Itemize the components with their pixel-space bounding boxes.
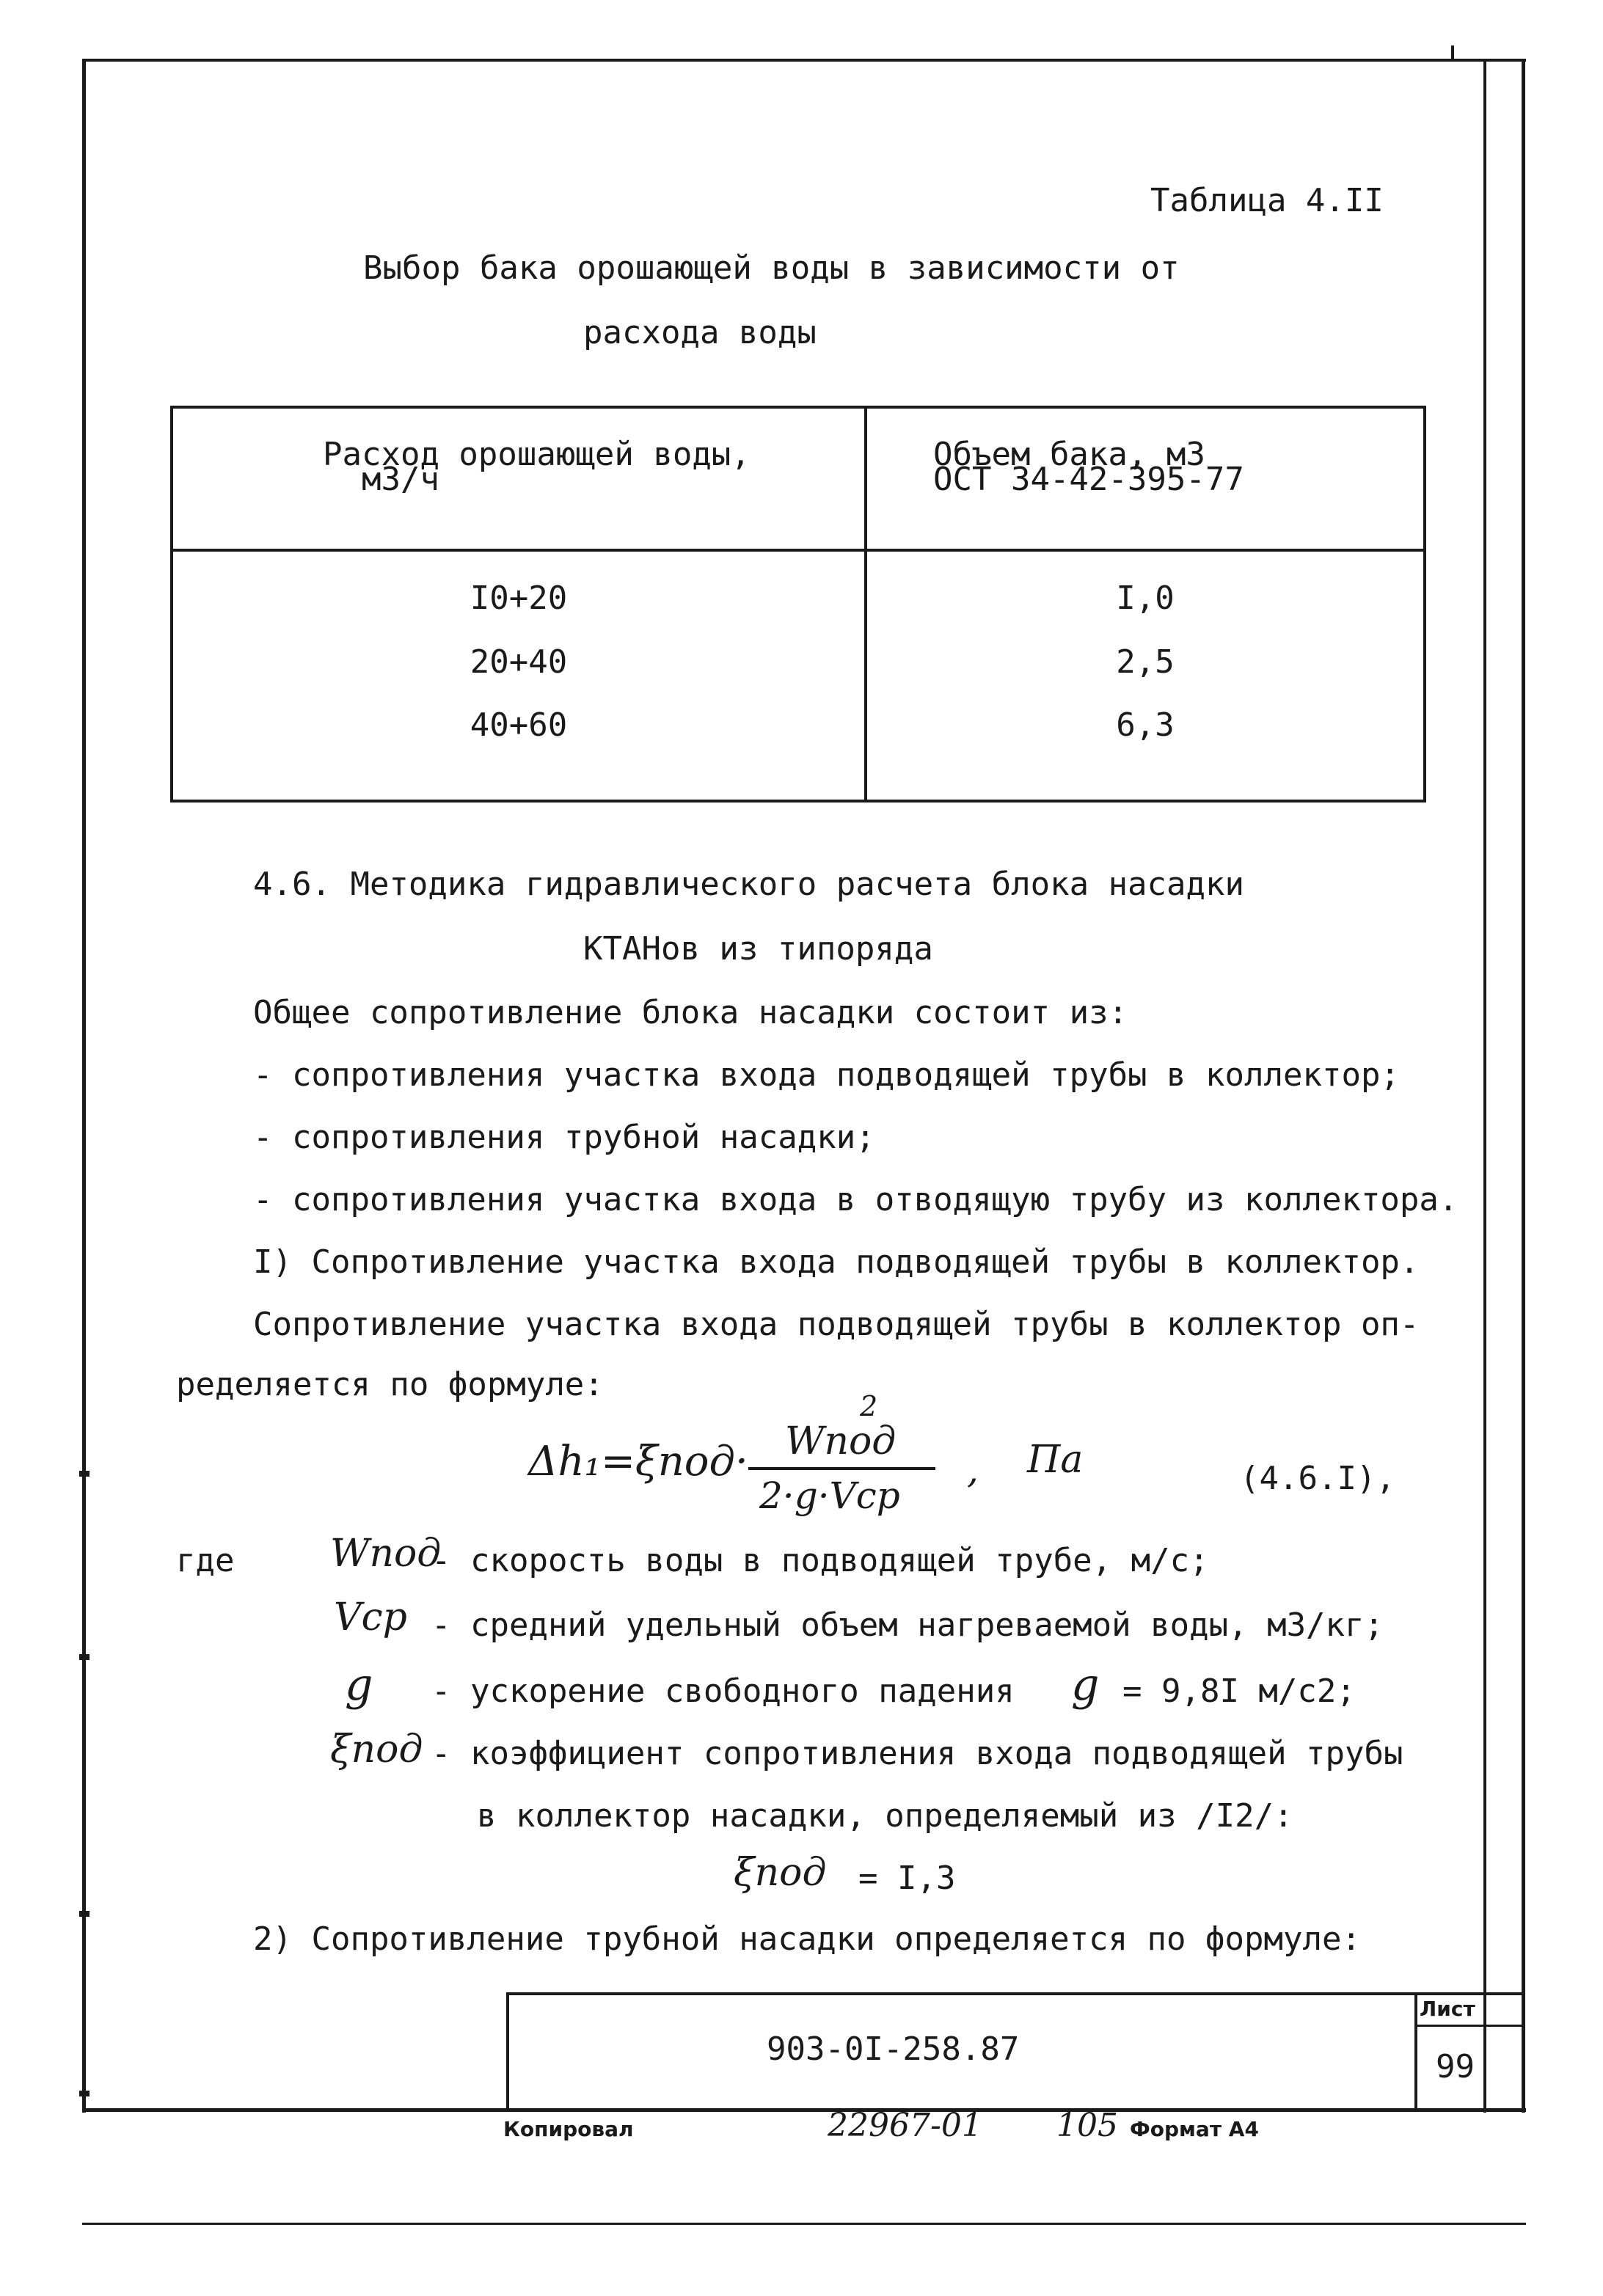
frame-right-border-inner <box>1483 59 1486 2113</box>
symbol-g-inline: g <box>1071 1659 1100 1711</box>
table-cell-flow: 20+40 <box>470 643 568 681</box>
table-cell-volume: 6,3 <box>1116 706 1175 744</box>
margin-tick <box>79 1911 90 1917</box>
xi-pod-value: = I,3 <box>858 1860 956 1897</box>
table-right-border <box>1423 406 1426 802</box>
copied-label: Копировал <box>503 2117 634 2141</box>
order-number: 22967-01 <box>828 2107 982 2144</box>
table-bottom-border <box>170 800 1426 802</box>
table-cell-volume: I,0 <box>1116 580 1175 617</box>
where-label: где <box>176 1542 235 1579</box>
formula-unit: Па <box>1027 1438 1084 1482</box>
table-title-line2: расхода воды <box>583 314 817 351</box>
table-number: Таблица 4.II <box>1150 182 1384 219</box>
frame-left-border <box>82 59 86 2113</box>
sheet-label-line <box>1414 2025 1525 2027</box>
formula-comma: , <box>967 1449 979 1491</box>
paragraph-line: Сопротивление участка входа подводящей трубы в коллектор оп- <box>253 1306 1420 1343</box>
sheet-label: Лист <box>1420 1997 1475 2021</box>
margin-tick <box>79 1471 90 1477</box>
formula-exponent: 2 <box>860 1390 878 1422</box>
g-value: = 9,8I м/с2; <box>1122 1672 1356 1710</box>
fraction-bar <box>748 1467 935 1470</box>
definition-text: - ускорение свободного падения <box>431 1672 1015 1710</box>
table-top-border <box>170 406 1426 409</box>
bottom-trim-line <box>82 2223 1526 2225</box>
margin-tick <box>79 2091 90 2096</box>
definition-text: - скорость воды в подводящей трубе, м/с; <box>431 1542 1209 1579</box>
subheading-2: 2) Сопротивление трубной насадки определяется по формуле: <box>253 1920 1361 1958</box>
symbol-xi-pod-value: ξпод <box>734 1851 827 1895</box>
list-item: - сопротивления трубной насадки; <box>253 1119 875 1156</box>
table-cell-volume: 2,5 <box>1116 643 1175 681</box>
symbol-v-sr: Vср <box>334 1595 407 1639</box>
frame-bottom-border <box>82 2108 1526 2112</box>
definition-continuation: в коллектор насадки, определяемый из /I2/: <box>477 1797 1293 1835</box>
title-block-left <box>506 1992 509 2111</box>
section-heading-line1: 4.6. Методика гидравлического расчета блока насадки <box>253 866 1245 903</box>
formula-lhs: Δh₁=ξпод· <box>528 1438 748 1485</box>
table-header-flow: Расход орошающей воды, м3/ч <box>323 436 751 498</box>
definition-text: - коэффициент сопротивления входа подводящей трубы <box>431 1735 1403 1772</box>
table-header-volume: Объем бака, м3 ОСТ 34-42-395-77 <box>933 436 1244 498</box>
document-code: 903-0I-258.87 <box>767 2030 1020 2068</box>
list-item: - сопротивления участка входа подводящей трубы в коллектор; <box>253 1056 1400 1094</box>
format-label: Формат А4 <box>1130 2117 1259 2141</box>
paragraph-line: ределяется по формуле: <box>176 1366 604 1403</box>
table-header-separator <box>170 549 1426 552</box>
formula-denominator: 2·g·Vср <box>759 1474 900 1517</box>
list-item: - сопротивления участка входа в отводящую трубу из коллектора. <box>253 1181 1458 1218</box>
title-block-sheet-divider <box>1414 1992 1417 2111</box>
title-block-top <box>506 1992 1522 1995</box>
section-intro: Общее сопротивление блока насадки состоит из: <box>253 994 1128 1031</box>
formula-number: (4.6.I), <box>1240 1460 1395 1497</box>
definition-text: - средний удельный объем нагреваемой воды, м3/кг; <box>431 1606 1384 1644</box>
symbol-w-pod: Wпод <box>330 1532 442 1576</box>
frame-right-border-outer <box>1522 59 1525 2113</box>
sheet-number: 99 <box>1436 2048 1475 2085</box>
subheading-1: I) Сопротивление участка входа подводящей трубы в коллектор. <box>253 1243 1420 1281</box>
table-cell-flow: I0+20 <box>470 580 568 617</box>
section-heading-line2: КТАНов из типоряда <box>583 930 933 968</box>
symbol-xi-pod: ξпод <box>330 1728 423 1772</box>
sheet-code: 105 <box>1056 2107 1118 2144</box>
frame-top-border <box>82 59 1526 62</box>
table-title-line1: Выбор бака орошающей воды в зависимости от <box>363 249 1180 287</box>
table-cell-flow: 40+60 <box>470 706 568 744</box>
formula-numerator: Wпод <box>785 1419 897 1463</box>
symbol-g: g <box>345 1659 373 1711</box>
margin-tick <box>79 1654 90 1660</box>
frame-tick <box>1451 45 1454 62</box>
